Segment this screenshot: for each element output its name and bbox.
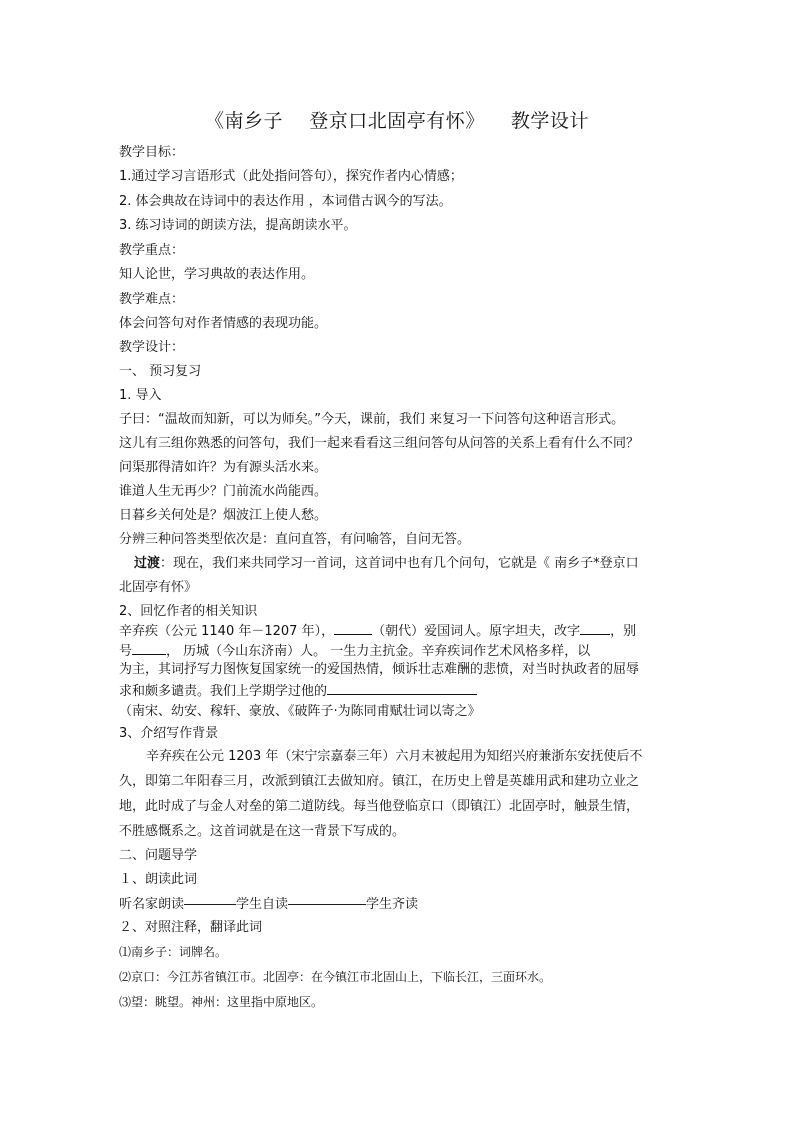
difficulty-text: 体会问答句对作者情感的表现功能。 bbox=[119, 316, 328, 331]
transition-text: ：现在，我们来共同学习一首词，这首词中也有几个问句，它就是《 南乡子*登京口 bbox=[160, 556, 639, 571]
heading-design: 教学设计： bbox=[119, 340, 185, 355]
section-preview: 一、 预习复习 bbox=[119, 364, 202, 379]
reading-steps: 听名家朗读――――学生自读――――――学生齐读 bbox=[119, 897, 419, 912]
subsection-background: 3、介绍写作背景 bbox=[119, 726, 219, 741]
author-text-1: （朝代）爱国词人。原字坦夫，改字 bbox=[372, 624, 581, 639]
note-1: ⑴南乡子：词牌名。 bbox=[119, 945, 228, 959]
author-text-5: 求和颇多谴责。我们上学期学过他的 bbox=[119, 684, 328, 699]
intro-question: 这儿有三组你熟悉的问答句，我们一起来看看这三组问答句从问答的关系上看有什么不同？ bbox=[119, 436, 640, 451]
author-line-2 bbox=[119, 642, 590, 660]
example-3: 日暮乡关何处是？烟波江上使人愁。 bbox=[119, 508, 328, 523]
note-2: ⑵京口：今江苏省镇江市。北固亭：在今镇江市北固山上，下临长江，三面环水。 bbox=[119, 970, 552, 984]
blank-poem-title[interactable] bbox=[327, 682, 477, 695]
heading-key-points: 教学重点： bbox=[119, 243, 185, 258]
goal-3: 3. 练习诗词的朗读方法，提高朗读水平。 bbox=[119, 218, 357, 233]
heading-goals: 教学目标： bbox=[119, 145, 185, 160]
author-text-2: ，别 bbox=[610, 624, 637, 639]
transition-line bbox=[134, 556, 639, 572]
background-line-3: 地，此时成了与金人对垒的第二道防线。每当他登临京口（即镇江）北固亭时，触景生情， bbox=[119, 799, 640, 814]
goal-2: 2. 体会典故在诗词中的表达作用 ，本词借古讽今的写法。 bbox=[119, 194, 452, 209]
author-line-4 bbox=[119, 682, 477, 700]
example-2: 谁道人生无再少？门前流水尚能西。 bbox=[119, 484, 328, 499]
document-title bbox=[0, 106, 794, 133]
transition-continued: 北固亭有怀》 bbox=[119, 580, 198, 595]
background-line-1: 辛弃疾在公元 1203 年（宋宁宗嘉泰三年）六月末被起用为知绍兴府兼浙东安抚使后不 bbox=[146, 749, 643, 764]
blank-pen-name[interactable] bbox=[132, 642, 166, 655]
note-3: ⑶望：眺望。神州：这里指中原地区。 bbox=[119, 995, 324, 1009]
key-point-text: 知人论世，学习典故的表达作用。 bbox=[119, 267, 315, 282]
background-line-2: 久，即第二年阳春三月，改派到镇江去做知府。镇江，在历史上曾是英雄用武和建功立业之 bbox=[119, 774, 640, 789]
subsection-intro: 1. 导入 bbox=[119, 388, 162, 403]
blank-dynasty[interactable] bbox=[334, 622, 372, 635]
intro-quote: 子曰：“温故而知新，可以为师矣。”今天，课前，我们 来复习一下问答句这种语言形式。 bbox=[119, 412, 625, 427]
subsection-author: 2、回忆作者的相关知识 bbox=[119, 604, 258, 619]
subsection-reading: １、朗读此词 bbox=[119, 872, 198, 887]
author-text-3: 号 bbox=[119, 644, 133, 659]
goal-1: 1.通过学习言语形式（此处指问答句），探究作者内心情感； bbox=[119, 169, 463, 184]
title-part-2: 登京口北固亭有怀》 bbox=[309, 110, 485, 132]
heading-difficulties: 教学难点： bbox=[119, 292, 185, 307]
background-line-4: 不胜感慨系之。这首词就是在这一背景下写成的。 bbox=[119, 824, 406, 839]
question-types: 分辨三种问答类型依次是：直问直答，有问喻答，自问无答。 bbox=[119, 532, 471, 547]
author-name-dates: 辛弃疾（公元 1140 年－1207 年）， bbox=[119, 624, 335, 639]
transition-label: 过渡 bbox=[134, 556, 161, 571]
author-text-4: ， 历城（今山东济南）人。 一生力主抗金。辛弃疾词作艺术风格多样，以 bbox=[166, 644, 591, 659]
blank-courtesy-name[interactable] bbox=[580, 622, 610, 635]
section-guided-questions: 二、问题导学 bbox=[119, 848, 198, 863]
example-1: 问渠那得清如许？为有源头活水来。 bbox=[119, 460, 328, 475]
title-part-1: 《南乡子 bbox=[205, 110, 284, 132]
title-part-3: 教学设计 bbox=[510, 110, 589, 132]
author-line-3: 为主，其词抒写力图恢复国家统一的爱国热情，倾诉壮志难酬的悲愤，对当时执政者的屈辱 bbox=[119, 662, 640, 677]
author-line-1 bbox=[119, 622, 636, 640]
subsection-translate: ２、对照注释，翻译此词 bbox=[119, 920, 263, 935]
author-answers: （南宋、幼安、稼轩、豪放、《破阵子·为陈同甫赋壮词以寄之》 bbox=[119, 704, 481, 719]
